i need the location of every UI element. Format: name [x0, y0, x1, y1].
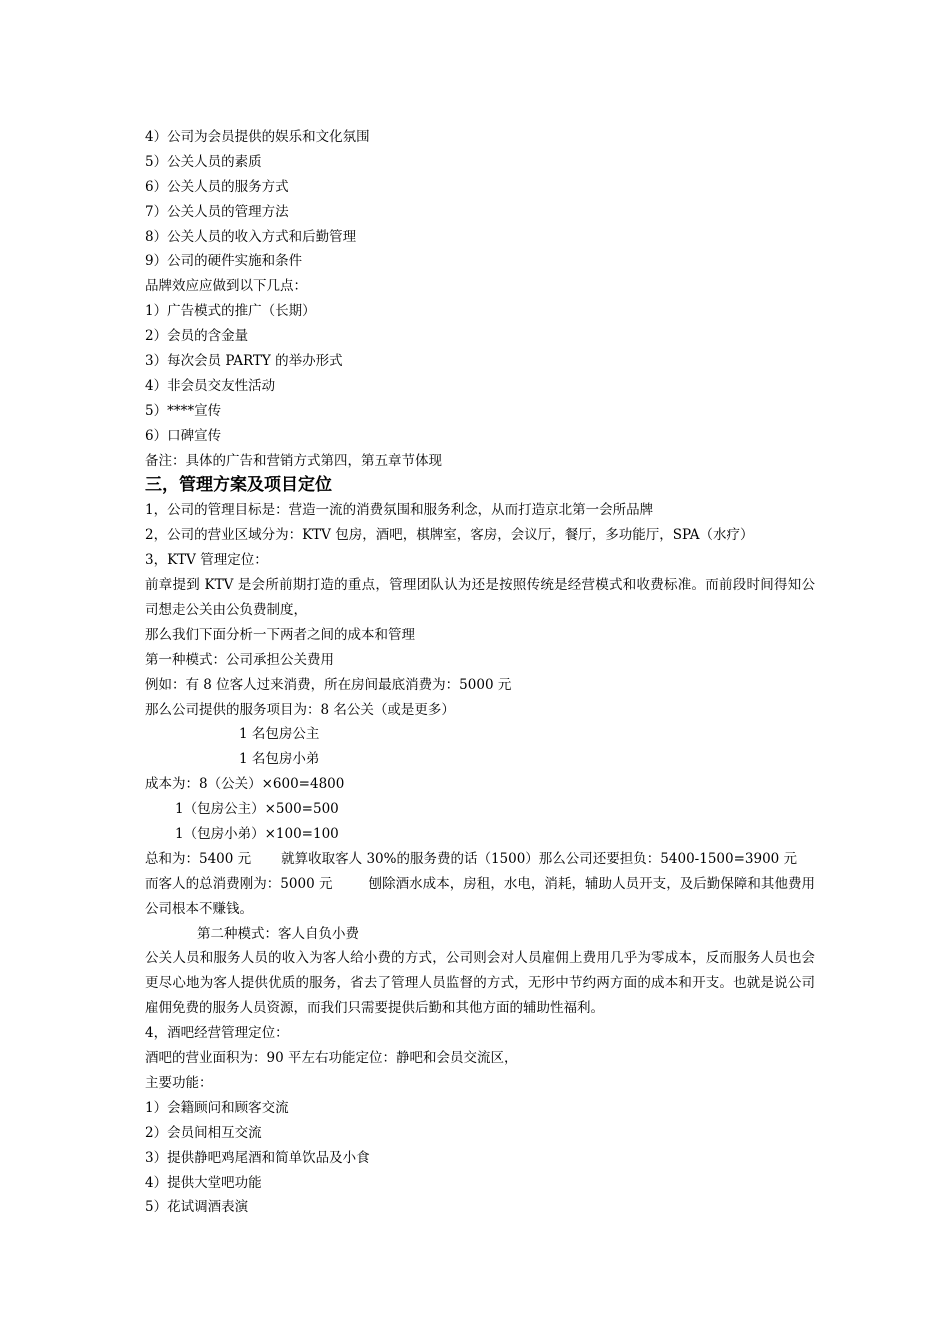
text-line: 1）广告模式的推广（长期） — [145, 303, 316, 320]
text-line: 4）公司为会员提供的娱乐和文化氛围 — [145, 129, 370, 145]
text-line: 1 名包房公主 — [239, 726, 320, 743]
text-line: 1（包房公主）×500=500 — [175, 801, 339, 818]
paragraph — [145, 872, 815, 922]
text-line: 第一种模式：公司承担公关费用 — [145, 651, 334, 668]
text-line: 2）会员间相互交流 — [145, 1124, 262, 1141]
paragraph: 公关人员和服务人员的收入为客人给小费的方式，公司则会对人员雇佣上费用几乎为零成本，反而服务人员也会更尽心地为客人提供优质的服务，省去了管理人员监督的方式，无形中节约两方面的成本和开支。也就是说公司雇佣免费的服务人员资源，而我们只需要提供后勤和其他方面的辅助性福利。 — [145, 950, 815, 1017]
section-heading: 三，管理方案及项目定位 — [145, 475, 332, 496]
text-line: 那么公司提供的服务项目为：8 名公关（或是更多） — [145, 701, 455, 718]
text-line: 主要功能： — [145, 1074, 213, 1091]
text-line: 5）公关人员的素质 — [145, 153, 262, 170]
service-fee-text: 就算收取客人 30%的服务费的话（1500）那么公司还要担负：5400-1500=3900 元 — [281, 850, 798, 867]
text-line: 8）公关人员的收入方式和后勤管理 — [145, 228, 357, 245]
document-page — [145, 125, 815, 1220]
text-line: 4）非会员交友性活动 — [145, 377, 276, 394]
text-line: 2，公司的营业区域分为：KTV 包房，酒吧，棋牌室，客房，会议厅，餐厅，多功能厅，SPA（水疗） — [145, 527, 754, 544]
text-line: 3）每次会员 PARTY 的举办形式 — [145, 353, 343, 370]
text-line: 9）公司的硬件实施和条件 — [145, 253, 303, 270]
text-line: 第二种模式：客人自负小费 — [197, 925, 359, 942]
text-line: 7）公关人员的管理方法 — [145, 203, 289, 220]
text-line: 例如：有 8 位客人过来消费，所在房间最底消费为：5000 元 — [145, 676, 512, 693]
text-line: 1，公司的管理目标是：营造一流的消费氛围和服务利念，从而打造京北第一会所品牌 — [145, 502, 654, 519]
total-text: 总和为：5400 元 — [145, 850, 252, 867]
text-line: 那么我们下面分析一下两者之间的成本和管理 — [145, 626, 415, 643]
text-line: 酒吧的营业面积为：90 平左右功能定位：静吧和会员交流区， — [145, 1050, 518, 1067]
text-line: 6）口碑宣传 — [145, 427, 222, 444]
text-line: 4）提供大堂吧功能 — [145, 1174, 262, 1191]
text-line: 1）会籍顾问和顾客交流 — [145, 1099, 289, 1116]
text-line: 5）花试调酒表演 — [145, 1199, 249, 1216]
text-line: 1（包房小弟）×100=100 — [175, 825, 339, 842]
text-line: 品牌效应应做到以下几点： — [145, 278, 307, 295]
text-line: 5）****宣传 — [145, 402, 222, 419]
consumption-text: 而客人的总消费刚为：5000 元 — [145, 875, 333, 892]
text-line — [145, 847, 815, 872]
text-line: 3，KTV 管理定位： — [145, 552, 268, 569]
cost-text: 刨除酒水成本，房租，水电，消耗，辅助人员开支，及后勤保障和其他费用公司根本不赚钱。 — [145, 875, 816, 917]
note-line: 备注：具体的广告和营销方式第四，第五章节体现 — [145, 452, 442, 469]
text-line: 1 名包房小弟 — [239, 751, 320, 768]
text-line: 2）会员的含金量 — [145, 328, 249, 345]
text-line: 6）公关人员的服务方式 — [145, 178, 289, 195]
paragraph: 前章提到 KTV 是会所前期打造的重点，管理团队认为还是按照传统是经营模式和收费标准。而前段时间得知公司想走公关由公负费制度， — [145, 577, 815, 618]
text-line: 成本为：8（公关）×600=4800 — [145, 776, 345, 793]
text-line: 4，酒吧经营管理定位： — [145, 1025, 289, 1042]
text-line: 3）提供静吧鸡尾酒和简单饮品及小食 — [145, 1149, 370, 1166]
